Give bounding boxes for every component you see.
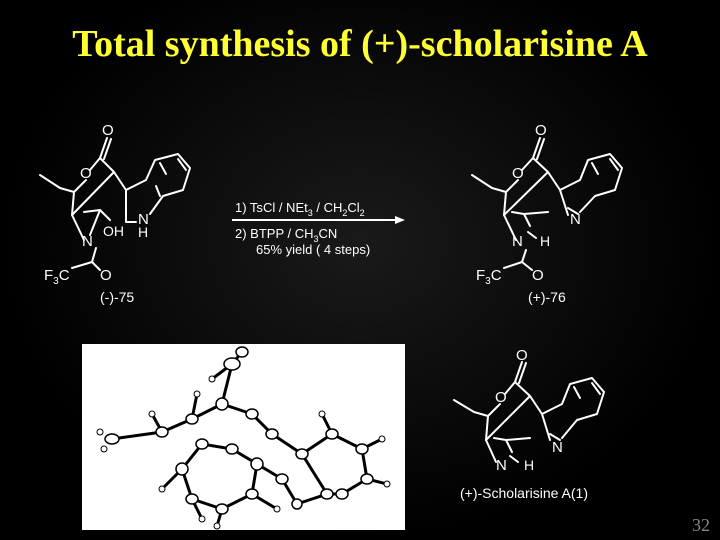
ortep-crystal-structure-image xyxy=(82,344,405,530)
reaction-yield: 65% yield ( 4 steps) xyxy=(256,242,371,257)
cf3-group: $F_3C$ xyxy=(476,267,502,287)
atom-h: H xyxy=(540,233,551,249)
crystal-structure-image xyxy=(82,344,405,530)
reaction-conditions xyxy=(232,200,405,257)
arrow-head-icon xyxy=(395,216,405,224)
atom-n-imine: N xyxy=(552,439,563,456)
cf3-group: $F_3C$ xyxy=(44,267,70,287)
atom-o-lactone: O xyxy=(495,389,507,406)
atom-o-lactone: O xyxy=(512,165,524,182)
compound-label-76: (+)-76 xyxy=(528,289,566,305)
compound-label-75: (-)-75 xyxy=(100,289,135,305)
page-number: 32 xyxy=(692,515,710,535)
reagent-step1: 1) TsCl / $NEt_3 / CH_2Cl_2$ xyxy=(235,200,365,218)
compound-75-structure xyxy=(40,122,190,305)
atom-h: H xyxy=(524,457,535,473)
atom-o-amide: O xyxy=(100,267,112,284)
atom-h-indole: H xyxy=(138,224,149,240)
atom-n-imine-2: N xyxy=(496,457,507,474)
compound-label-scholarisine: (+)-Scholarisine A(1) xyxy=(460,485,588,501)
atom-o-lactone: O xyxy=(80,165,92,182)
atom-oh: OH xyxy=(103,223,124,239)
scholarisine-a-structure xyxy=(454,347,604,501)
reagent-step2: 2) BTPP / $CH_3CN$ xyxy=(235,226,338,244)
atom-o-carbonyl: O xyxy=(516,347,528,364)
atom-n-amide: N xyxy=(512,233,523,250)
atom-o-carbonyl: O xyxy=(102,122,114,139)
atom-n-indole: N xyxy=(138,211,149,228)
atom-n-amide: N xyxy=(82,233,93,250)
atom-o-carbonyl: O xyxy=(535,122,547,139)
atom-o-amide: O xyxy=(532,267,544,284)
compound-76-structure xyxy=(472,122,622,305)
atom-n-imine: N xyxy=(570,211,581,228)
slide-title: Total synthesis of (+)-scholarisine A xyxy=(72,23,648,65)
